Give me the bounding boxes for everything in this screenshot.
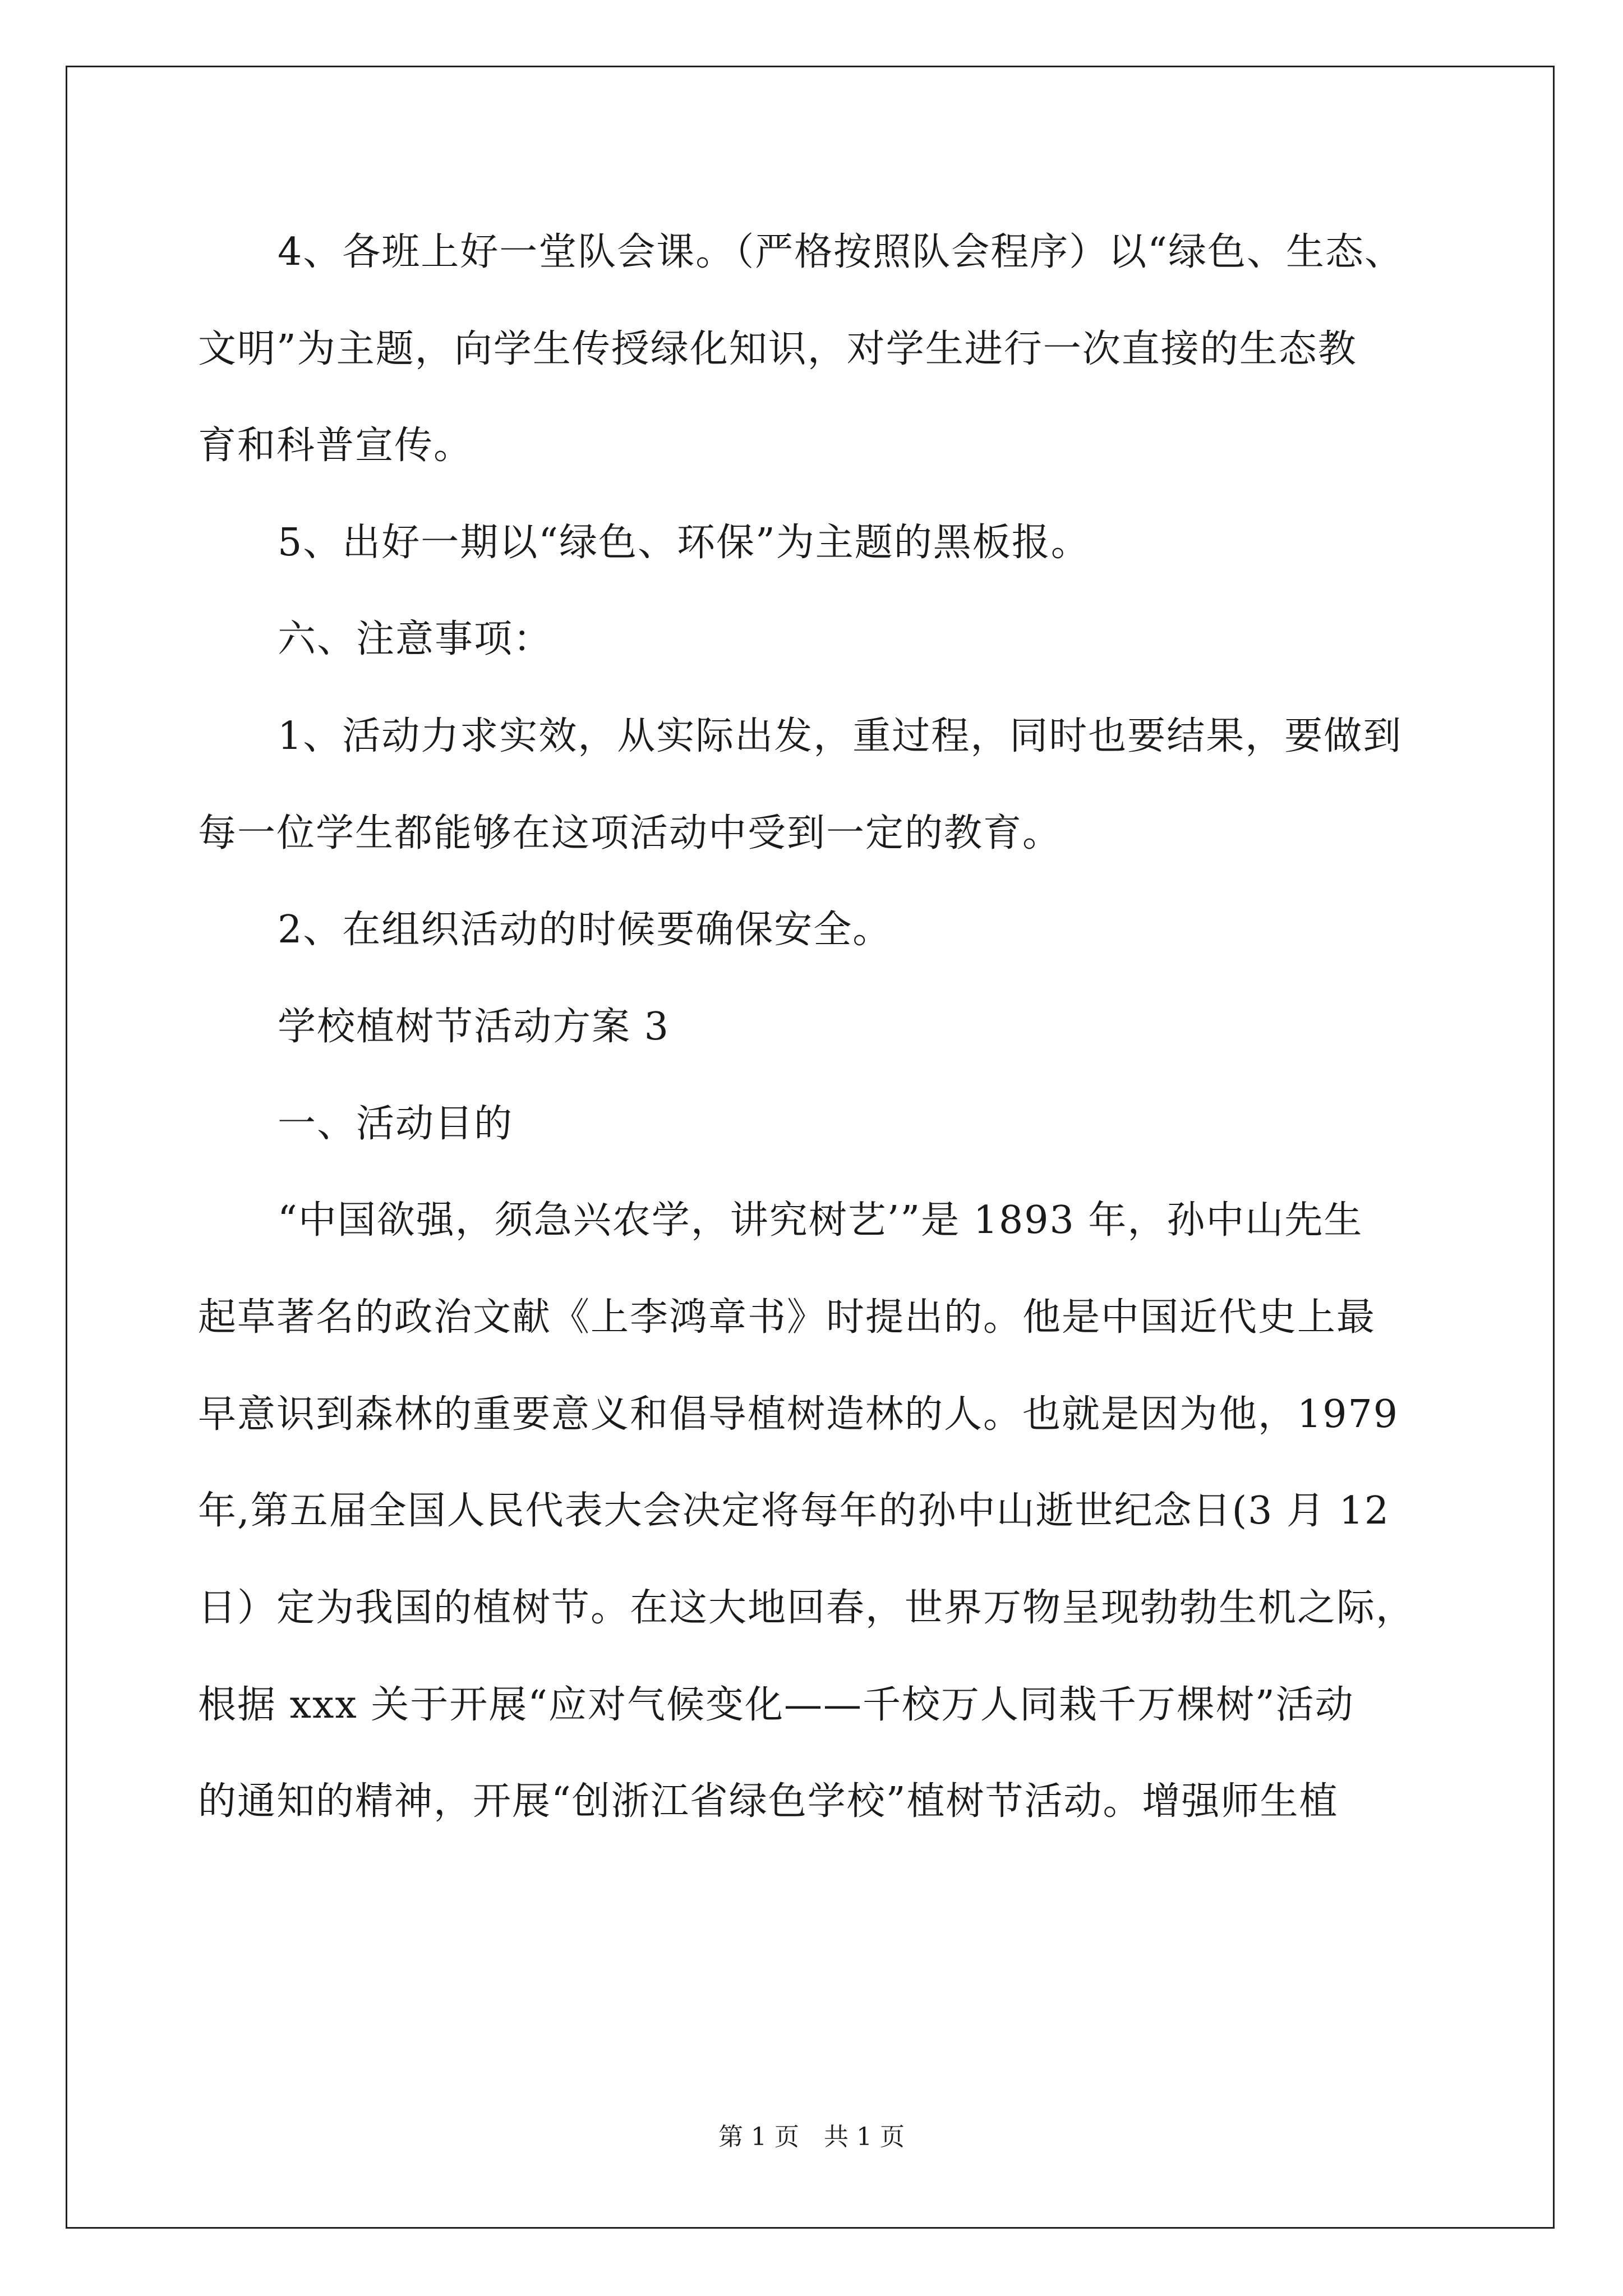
body-text-line: 的通知的精神，开展“创浙江省绿色学校”植树节活动。增强师生植 (198, 1779, 1339, 1824)
body-text-line: 日）定为我国的植树节。在这大地回春，世界万物呈现勃勃生机之际， (198, 1586, 1415, 1630)
body-text-line: 起草著名的政治文献《上李鸿章书》时提出的。他是中国近代史上最 (198, 1295, 1376, 1340)
body-text-line: 育和科普宣传。 (198, 424, 473, 468)
body-text-line: 2、在组织活动的时候要确保安全。 (278, 908, 892, 952)
body-text-line: 根据 xxx 关于开展“应对气候变化——千校万人同栽千万棵树”活动 (198, 1683, 1354, 1727)
body-text-line: 1、活动力求实效，从实际出发，重过程，同时也要结果，要做到 (278, 714, 1403, 758)
body-text-line: 4、各班上好一堂队会课。（严格按照队会程序）以“绿色、生态、 (278, 230, 1404, 274)
body-text-line: “中国欲强，须急兴农学，讲究树艺’”是 1893 年，孙中山先生 (278, 1198, 1363, 1243)
body-text-line: 每一位学生都能够在这项活动中受到一定的教育。 (198, 811, 1062, 855)
body-text-line: 早意识到森林的重要意义和倡导植树造林的人。也就是因为他，1979 (198, 1392, 1399, 1437)
page-footer: 第 1 页 共 1 页 (718, 2123, 905, 2151)
section-heading: 一、活动目的 (278, 1102, 514, 1146)
body-text-line: 5、出好一期以“绿色、环保”为主题的黑板报。 (278, 521, 1090, 565)
document-title: 学校植树节活动方案 3 (278, 1005, 670, 1049)
section-heading: 六、注意事项： (278, 617, 553, 661)
body-text-line: 年,第五届全国人民代表大会决定将每年的孙中山逝世纪念日(3 月 12 (198, 1489, 1390, 1533)
body-text-line: 文明”为主题，向学生传授绿化知识，对学生进行一次直接的生态教 (198, 327, 1357, 371)
